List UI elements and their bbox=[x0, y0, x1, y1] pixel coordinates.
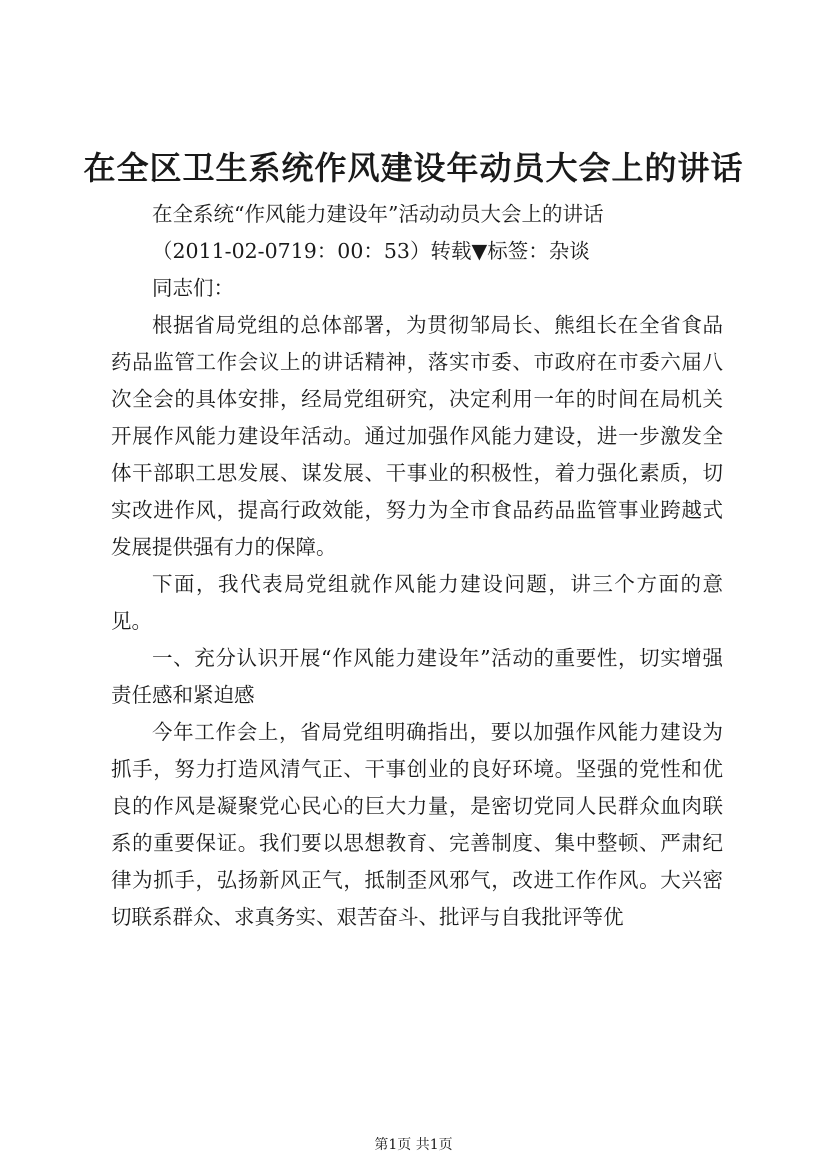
document-title: 在全区卫生系统作风建设年动员大会上的讲话 bbox=[83, 149, 744, 187]
page-footer: 第1页 共1页 bbox=[374, 1137, 453, 1153]
document-body bbox=[111, 196, 723, 936]
paragraph-body: 下面，我代表局党组就作风能力建设问题，讲三个方面的意见。 bbox=[111, 572, 723, 633]
section-heading: 一、充分认识开展“作风能力建设年”活动的重要性，切实增强责任感和紧迫感 bbox=[111, 646, 723, 707]
paragraph-salutation: 同志们： bbox=[152, 276, 234, 300]
paragraph-body: 今年工作会上，省局党组明确指出，要以加强作风能力建设为抓手，努力打造风清气正、干事创业的良好环境。坚强的党性和优良的作风是凝聚党心民心的巨大力量，是密切党同人民群众血肉联系的重要保证。我们要以思想教育、完善制度、集中整顿、严肃纪律为抓手，弘扬新风正气，抵制歪风邪气，改进工作作风。大兴密切联系群众、求真务实、艰苦奋斗、批评与自我批评等优 bbox=[111, 720, 723, 929]
paragraph-meta: （2011-02-0719：00：53）转载▼标签：杂谈 bbox=[152, 239, 590, 263]
paragraph-body: 根据省局党组的总体部署，为贯彻邹局长、熊组长在全省食品药品监管工作会议上的讲话精神，落实市委、市政府在市委六届八次全会的具体安排，经局党组研究，决定利用一年的时间在局机关开展作风能力建设年活动。通过加强作风能力建设，进一步激发全体干部职工思发展、谋发展、干事业的积极性，着力强化素质，切实改进作风，提高行政效能，努力为全市食品药品监管事业跨越式发展提供强有力的保障。 bbox=[111, 313, 723, 559]
paragraph-subtitle: 在全系统“作风能力建设年”活动动员大会上的讲话 bbox=[152, 202, 604, 226]
